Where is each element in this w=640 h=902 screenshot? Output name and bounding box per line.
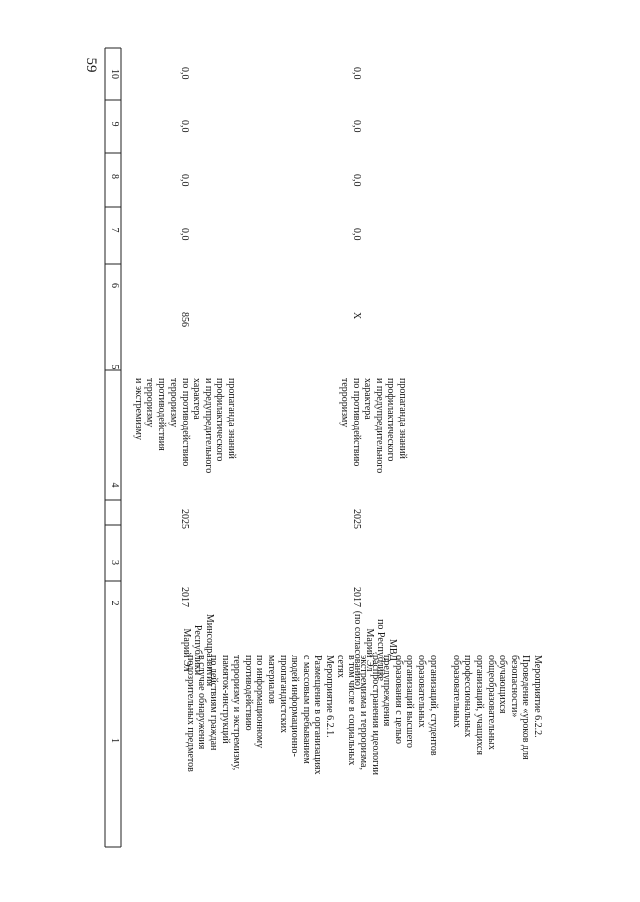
header-col-4: 4 [109, 482, 120, 488]
header-col-5: 5 [109, 364, 120, 370]
header-col-2: 2 [109, 600, 120, 606]
row-1-measure: Мероприятие 6.2.1. Размещение в организациях с массовым пребыванием людей информационно- пропагандистских материалов по информационному противодействию терроризму и экстремизму, памяток-инструкций по действиям граждан в случае обнаружения подозрительных предметов [184, 655, 335, 775]
row-1-start-year: 2017 [179, 587, 190, 607]
row-1-value-8: 0,0 [179, 174, 190, 187]
row-2-code: Х [351, 312, 362, 320]
row-2-value-10: 0,0 [351, 67, 362, 80]
row-2-result: пропаганда знаний профилактического и предупредительного характера по противодействию терроризму [339, 378, 408, 474]
row-1-code: 856 [179, 312, 190, 327]
row-2-value-8: 0,0 [351, 174, 362, 187]
row-2-measure: Мероприятие 6.2.2. Проведение «уроков для безопасности» обучающихся общеобразовательных организаций, учащихся профессиональных образовательных организаций, студентов образовательных организаций высшего образования с целью предупреждения распространения идеологии экстремизма и терроризма, в том числе в социальных сетях [334, 655, 543, 775]
row-1-result: пропаганда знаний профилактического и предупредительного характера по противодействию терроризму [168, 378, 237, 474]
continuation-text: противодействия терроризму и экстремизму [132, 378, 167, 451]
row-1-value-7: 0,0 [179, 228, 190, 241]
row-2-start-year: 2017 [351, 587, 362, 607]
row-1-end-year: 2025 [179, 509, 190, 529]
header-col-9: 9 [109, 121, 120, 127]
page-number: 59 [83, 57, 99, 73]
header-col-10: 10 [109, 69, 120, 79]
row-1-executor: Минсоцразвития Республики Марий Эл [180, 613, 215, 687]
header-col-7: 7 [109, 227, 120, 233]
row-1-value-9: 0,0 [179, 120, 190, 133]
header-col-1: 1 [109, 738, 120, 743]
header-col-8: 8 [109, 174, 120, 179]
row-1-value-10: 0,0 [179, 67, 190, 80]
row-2-value-7: 0,0 [351, 228, 362, 241]
header-col-6: 6 [109, 283, 120, 288]
row-2-value-9: 0,0 [351, 120, 362, 133]
header-col-3: 3 [109, 560, 120, 565]
row-2-end-year: 2025 [351, 509, 362, 529]
row-2-executor: МВД по Республике Марий Эл (по согласованию) [352, 610, 398, 690]
